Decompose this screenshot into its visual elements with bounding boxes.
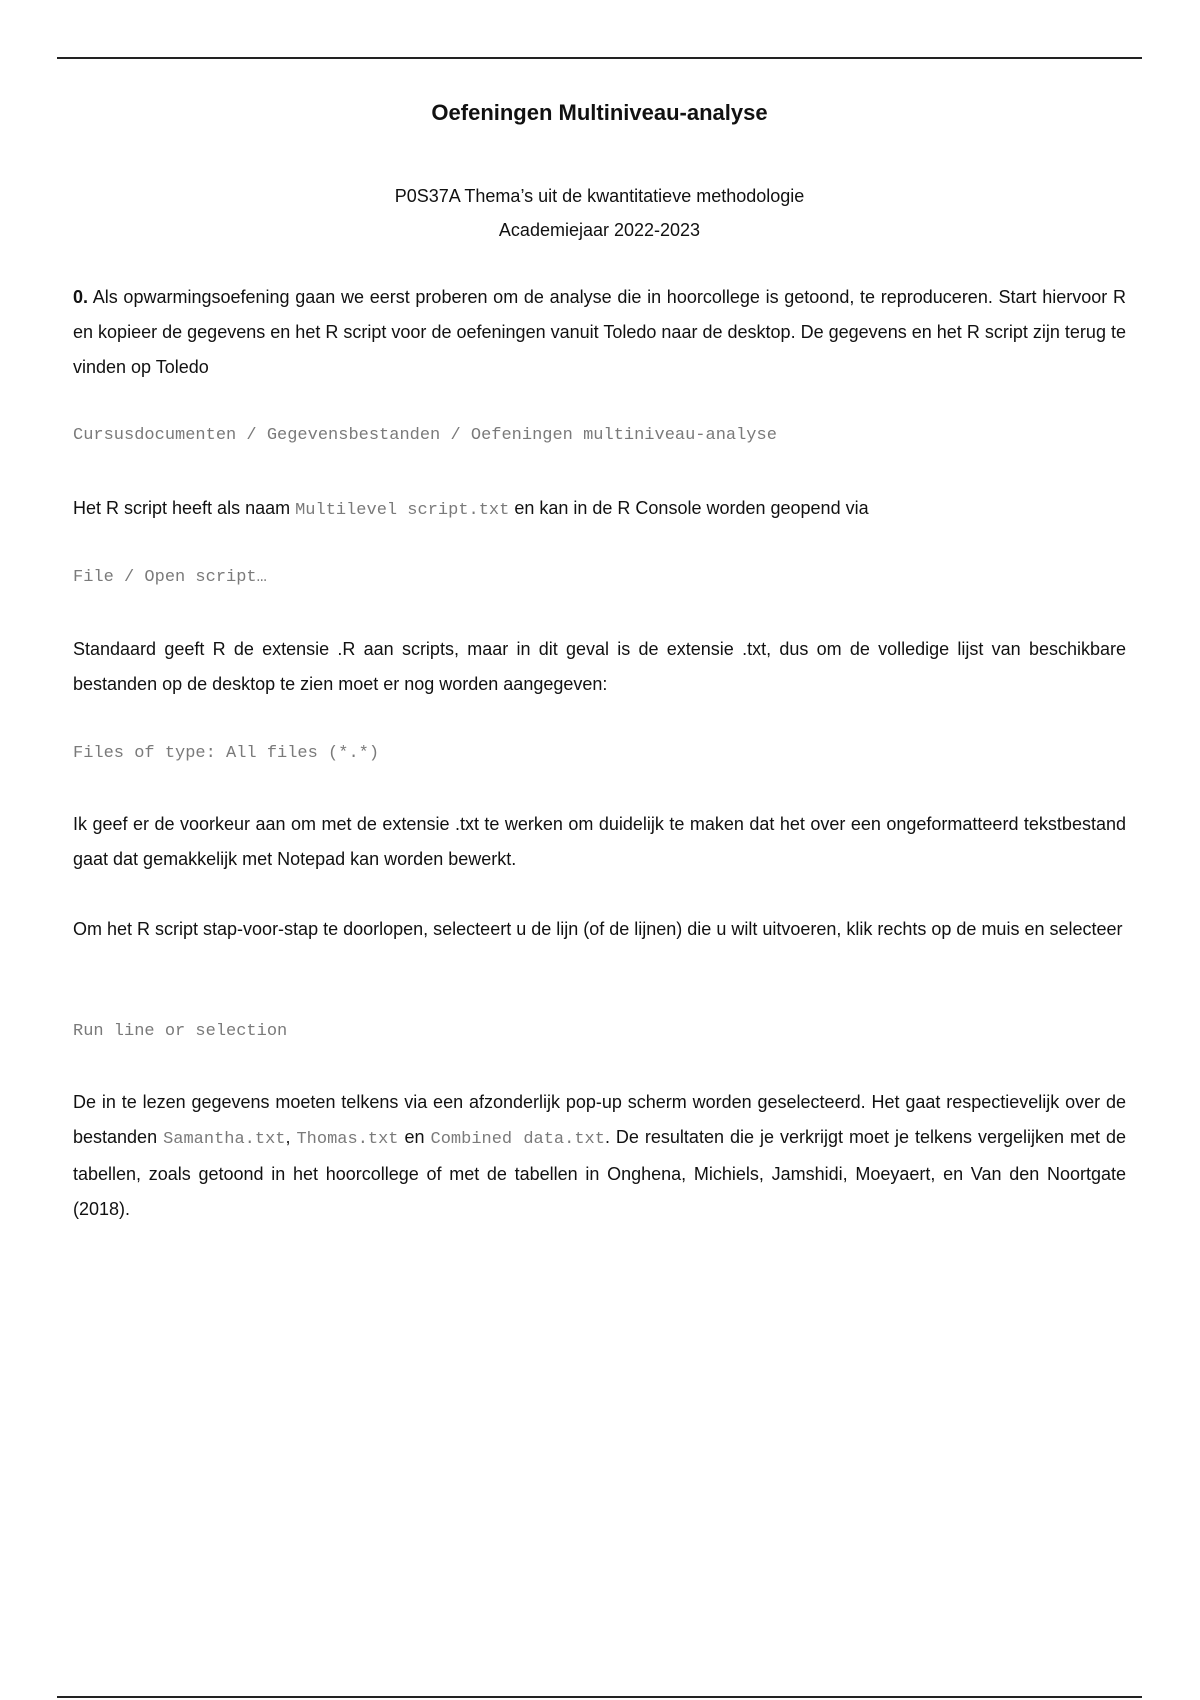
file-samantha: Samantha.txt xyxy=(163,1130,286,1149)
extension-paragraph: Standaard geeft R de extensie .R aan scripts, maar in dit geval is de extensie .txt, dus om de volledige lijst van beschikbare bestanden op de desktop te zien moet er nog worden aangegeven: xyxy=(73,639,1126,694)
file-thomas: Thomas.txt xyxy=(296,1130,399,1149)
code-run-line: Run line or selection xyxy=(73,1022,288,1041)
bottom-rule xyxy=(57,1696,1142,1698)
intro-paragraph xyxy=(73,280,1126,385)
script-filename: Multilevel script.txt xyxy=(295,501,510,520)
run-paragraph: Om het R script stap-voor-stap te doorlopen, selecteert u de lijn (of de lijnen) die u wilt uitvoeren, klik rechts op de muis en selecteer xyxy=(73,919,1123,939)
data-files-paragraph xyxy=(73,1085,1126,1227)
top-rule xyxy=(57,57,1142,59)
exercise-number: 0. xyxy=(73,287,89,307)
data-text-1: De in te lezen gegevens moeten telkens via een afzonderlijk pop-up scherm worden geselecteerd. Het gaat respectievelijk over de bestanden xyxy=(73,1092,1126,1147)
script-name-paragraph xyxy=(73,491,1126,528)
data-sep-2: en xyxy=(398,1127,431,1147)
academic-year-line: Academiejaar 2022-2023 xyxy=(498,220,701,240)
script-text-before: Het R script heeft als naam xyxy=(73,498,296,518)
data-text-2: . De resultaten die je verkrijgt moet je telkens vergelijken met de tabellen, zoals getoond in het hoorcollege of met de tabellen in Onghena, Michiels, Jamshidi, Moeyaert, en Van den Noortgate (2018). xyxy=(73,1127,1126,1219)
script-text-after: en kan in de R Console worden geopend via xyxy=(509,498,869,518)
code-open-script: File / Open script… xyxy=(73,568,267,587)
course-line: P0S37A Thema’s uit de kwantitatieve methodologie xyxy=(394,186,805,206)
file-combined-data: Combined data.txt xyxy=(430,1130,605,1149)
data-sep-1: , xyxy=(285,1127,297,1147)
code-files-of-type: Files of type: All files (*.*) xyxy=(73,744,380,763)
code-toledo-path: Cursusdocumenten / Gegevensbestanden / Oefeningen multiniveau-analyse xyxy=(73,426,777,445)
page-title: Oefeningen Multiniveau-analyse xyxy=(431,100,768,125)
intro-text: Als opwarmingsoefening gaan we eerst proberen om de analyse die in hoorcollege is getoond, te reproduceren. Start hiervoor R en kopieer de gegevens en het R script voor de oefeningen vanuit Toledo naar de desktop. De gegevens en het R script zijn terug te vinden op Toledo xyxy=(73,287,1126,377)
preference-paragraph: Ik geef er de voorkeur aan om met de extensie .txt te werken om duidelijk te maken dat het over een ongeformatteerd tekstbestand gaat dat gemakkelijk met Notepad kan worden bewerkt. xyxy=(73,814,1126,869)
